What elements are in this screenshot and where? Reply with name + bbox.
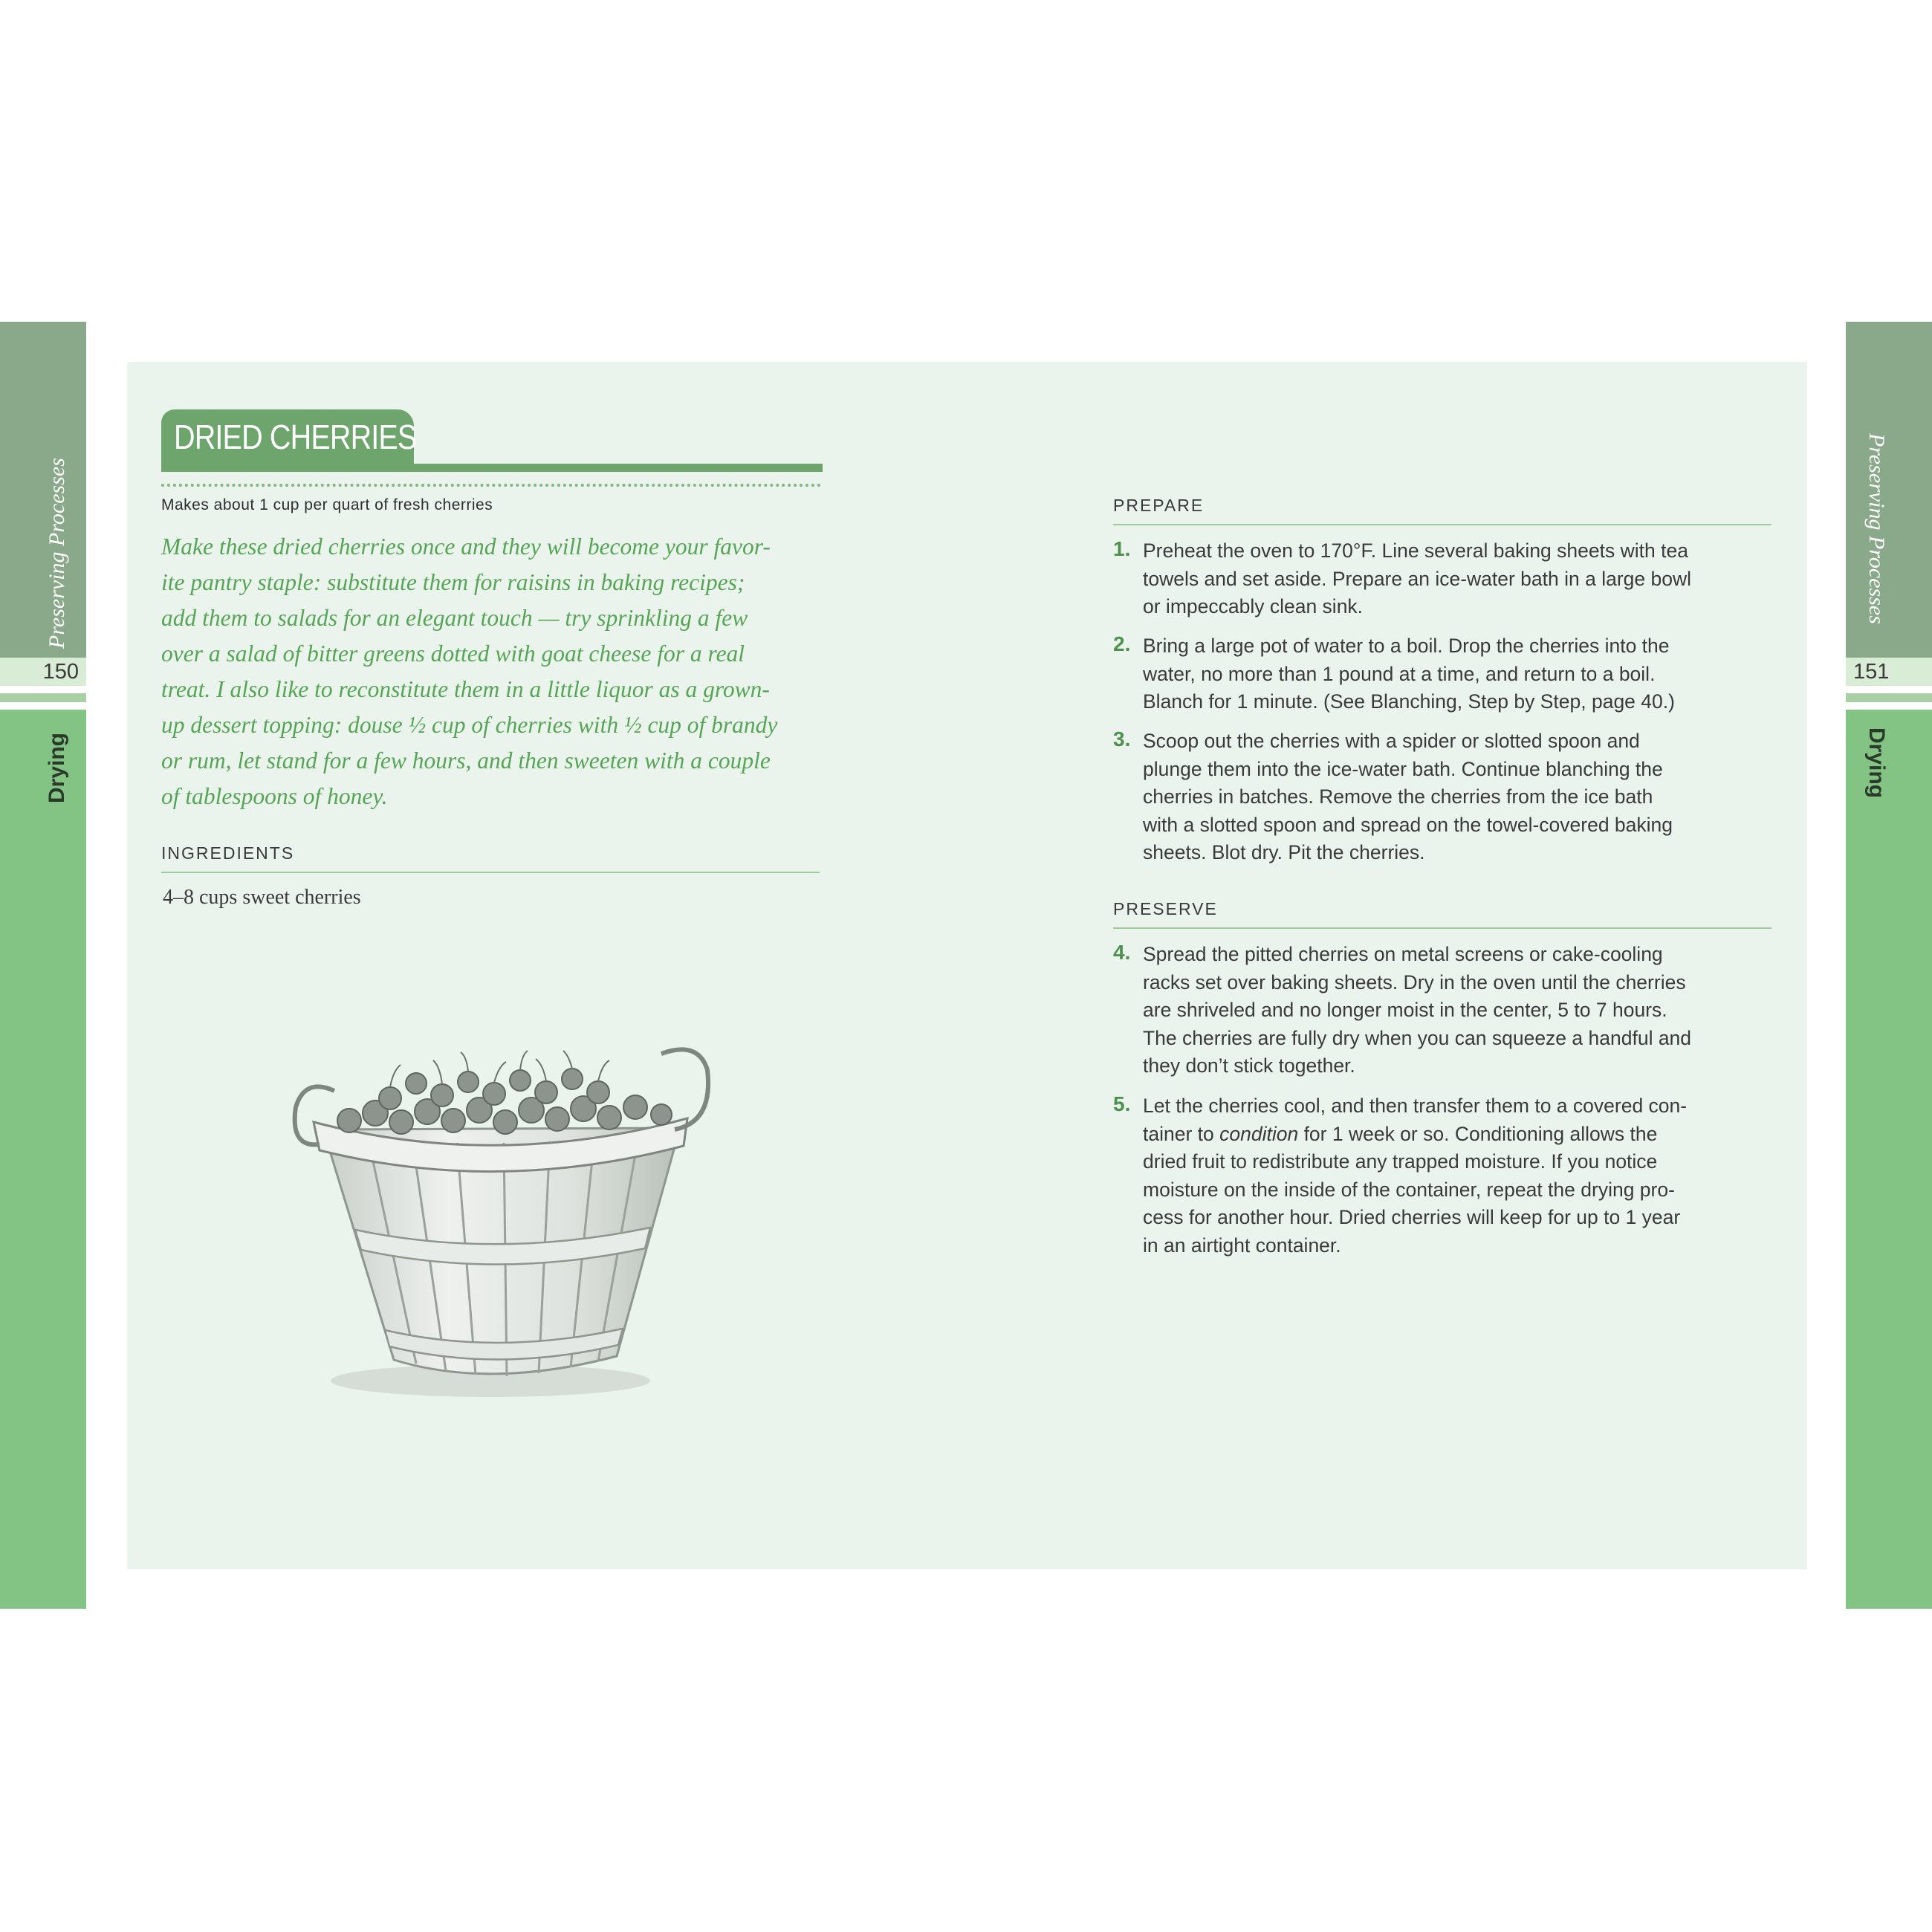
intro-line: of tablespoons of honey. [161, 783, 388, 809]
prepare-heading: PREPARE [1113, 496, 1205, 515]
step-text [1143, 727, 1797, 867]
left-side-tab [0, 322, 86, 1609]
ingredients-rule [161, 872, 820, 873]
step-line: Spread the pitted cherries on metal screens or cake-cooling [1143, 943, 1663, 965]
recipe-title-block [161, 409, 823, 473]
recipe-yield: Makes about 1 cup per quart of fresh cherries [161, 496, 493, 513]
section-label: Preserving Processes [1864, 433, 1889, 624]
page-number: 151 [1853, 660, 1890, 684]
step-line: moisture on the inside of the container, repeat the drying pro- [1143, 1178, 1675, 1201]
step-line: cess for another hour. Dried cherries will keep for up to 1 year [1143, 1206, 1681, 1228]
step-number: 1. [1113, 537, 1131, 560]
step-number: 3. [1113, 727, 1131, 751]
tab-stripe [0, 693, 86, 702]
step-line: water, no more than 1 pound at a time, and return to a boil. [1143, 662, 1656, 685]
step-line: Bring a large pot of water to a boil. Drop the cherries into the [1143, 635, 1670, 657]
ingredient-item: 4–8 cups sweet cherries [163, 886, 361, 909]
basket-illustration [268, 1018, 728, 1434]
chapter-label: Drying [45, 732, 69, 803]
step-text [1143, 941, 1797, 1080]
ingredients-heading: INGREDIENTS [161, 843, 295, 863]
tab-divider [1846, 686, 1932, 693]
recipe-title: DRIED CHERRIES [174, 418, 417, 456]
intro-line: treat. I also like to reconstitute them in a little liquor as a grown- [161, 676, 770, 702]
step-line: Scoop out the cherries with a spider or slotted spoon and [1143, 730, 1640, 752]
intro-line: ite pantry staple: substitute them for raisins in baking recipes; [161, 569, 745, 595]
step-line: cherries in batches. Remove the cherries from the ice bath [1143, 785, 1653, 808]
recipe-intro [161, 529, 830, 814]
step-line: with a slotted spoon and spread on the towel-covered baking [1143, 813, 1673, 836]
tab-divider [0, 702, 86, 710]
step-line: they don’t stick together. [1143, 1054, 1355, 1077]
step-line: The cherries are fully dry when you can squeeze a handful and [1143, 1026, 1692, 1049]
step-text [1143, 537, 1797, 621]
step-line: are shriveled and no longer moist in the center, 5 to 7 hours. [1143, 999, 1667, 1021]
dotted-divider [161, 484, 821, 487]
step-line: Preheat the oven to 170°F. Line several baking sheets with tea [1143, 539, 1688, 562]
intro-line: over a salad of bitter greens dotted with goat cheese for a real [161, 641, 745, 667]
intro-line: up dessert topping: douse ½ cup of cherries with ½ cup of brandy [161, 712, 778, 738]
step-line: dried fruit to redistribute any trapped moisture. If you notice [1143, 1150, 1658, 1173]
preserve-heading: PRESERVE [1113, 899, 1218, 918]
step-line: plunge them into the ice-water bath. Continue blanching the [1143, 757, 1663, 780]
basket-of-cherries-icon [268, 1018, 728, 1434]
step-line: or impeccably clean sink. [1143, 595, 1364, 617]
tab-section-band [1846, 322, 1932, 658]
step-line: sheets. Blot dry. Pit the cherries. [1143, 841, 1425, 863]
prepare-rule [1113, 524, 1771, 525]
right-side-tab [1846, 322, 1932, 1609]
step-line: Blanch for 1 minute. (See Blanching, Step by Step, page 40.) [1143, 690, 1675, 713]
step-line: racks set over baking sheets. Dry in the oven until the cherries [1143, 970, 1686, 993]
step-line: in an airtight container. [1143, 1234, 1341, 1257]
page-number: 150 [42, 660, 79, 684]
tab-divider [0, 686, 86, 693]
chapter-label: Drying [1864, 727, 1889, 799]
preserve-rule [1113, 927, 1771, 929]
step-number: 4. [1113, 941, 1131, 964]
tab-chapter-band [0, 710, 86, 1609]
step-line: tainer to condition for 1 week or so. Conditioning allows the [1143, 1122, 1658, 1145]
title-rule [161, 464, 823, 472]
tab-stripe [1846, 693, 1932, 702]
tab-chapter-band [1846, 710, 1932, 1609]
step-text [1143, 1092, 1797, 1260]
tab-section-band [0, 322, 86, 658]
step-line: towels and set aside. Prepare an ice-water bath in a large bowl [1143, 567, 1692, 590]
intro-line: Make these dried cherries once and they will become your favor- [161, 534, 771, 560]
tab-divider [1846, 702, 1932, 710]
step-number: 2. [1113, 632, 1131, 655]
step-text [1143, 632, 1797, 716]
step-line: Let the cherries cool, and then transfer them to a covered con- [1143, 1095, 1688, 1117]
step-number: 5. [1113, 1092, 1131, 1115]
intro-line: add them to salads for an elegant touch — try sprinkling a few [161, 605, 748, 631]
section-label: Preserving Processes [45, 458, 69, 649]
intro-line: or rum, let stand for a few hours, and then sweeten with a couple [161, 748, 771, 774]
